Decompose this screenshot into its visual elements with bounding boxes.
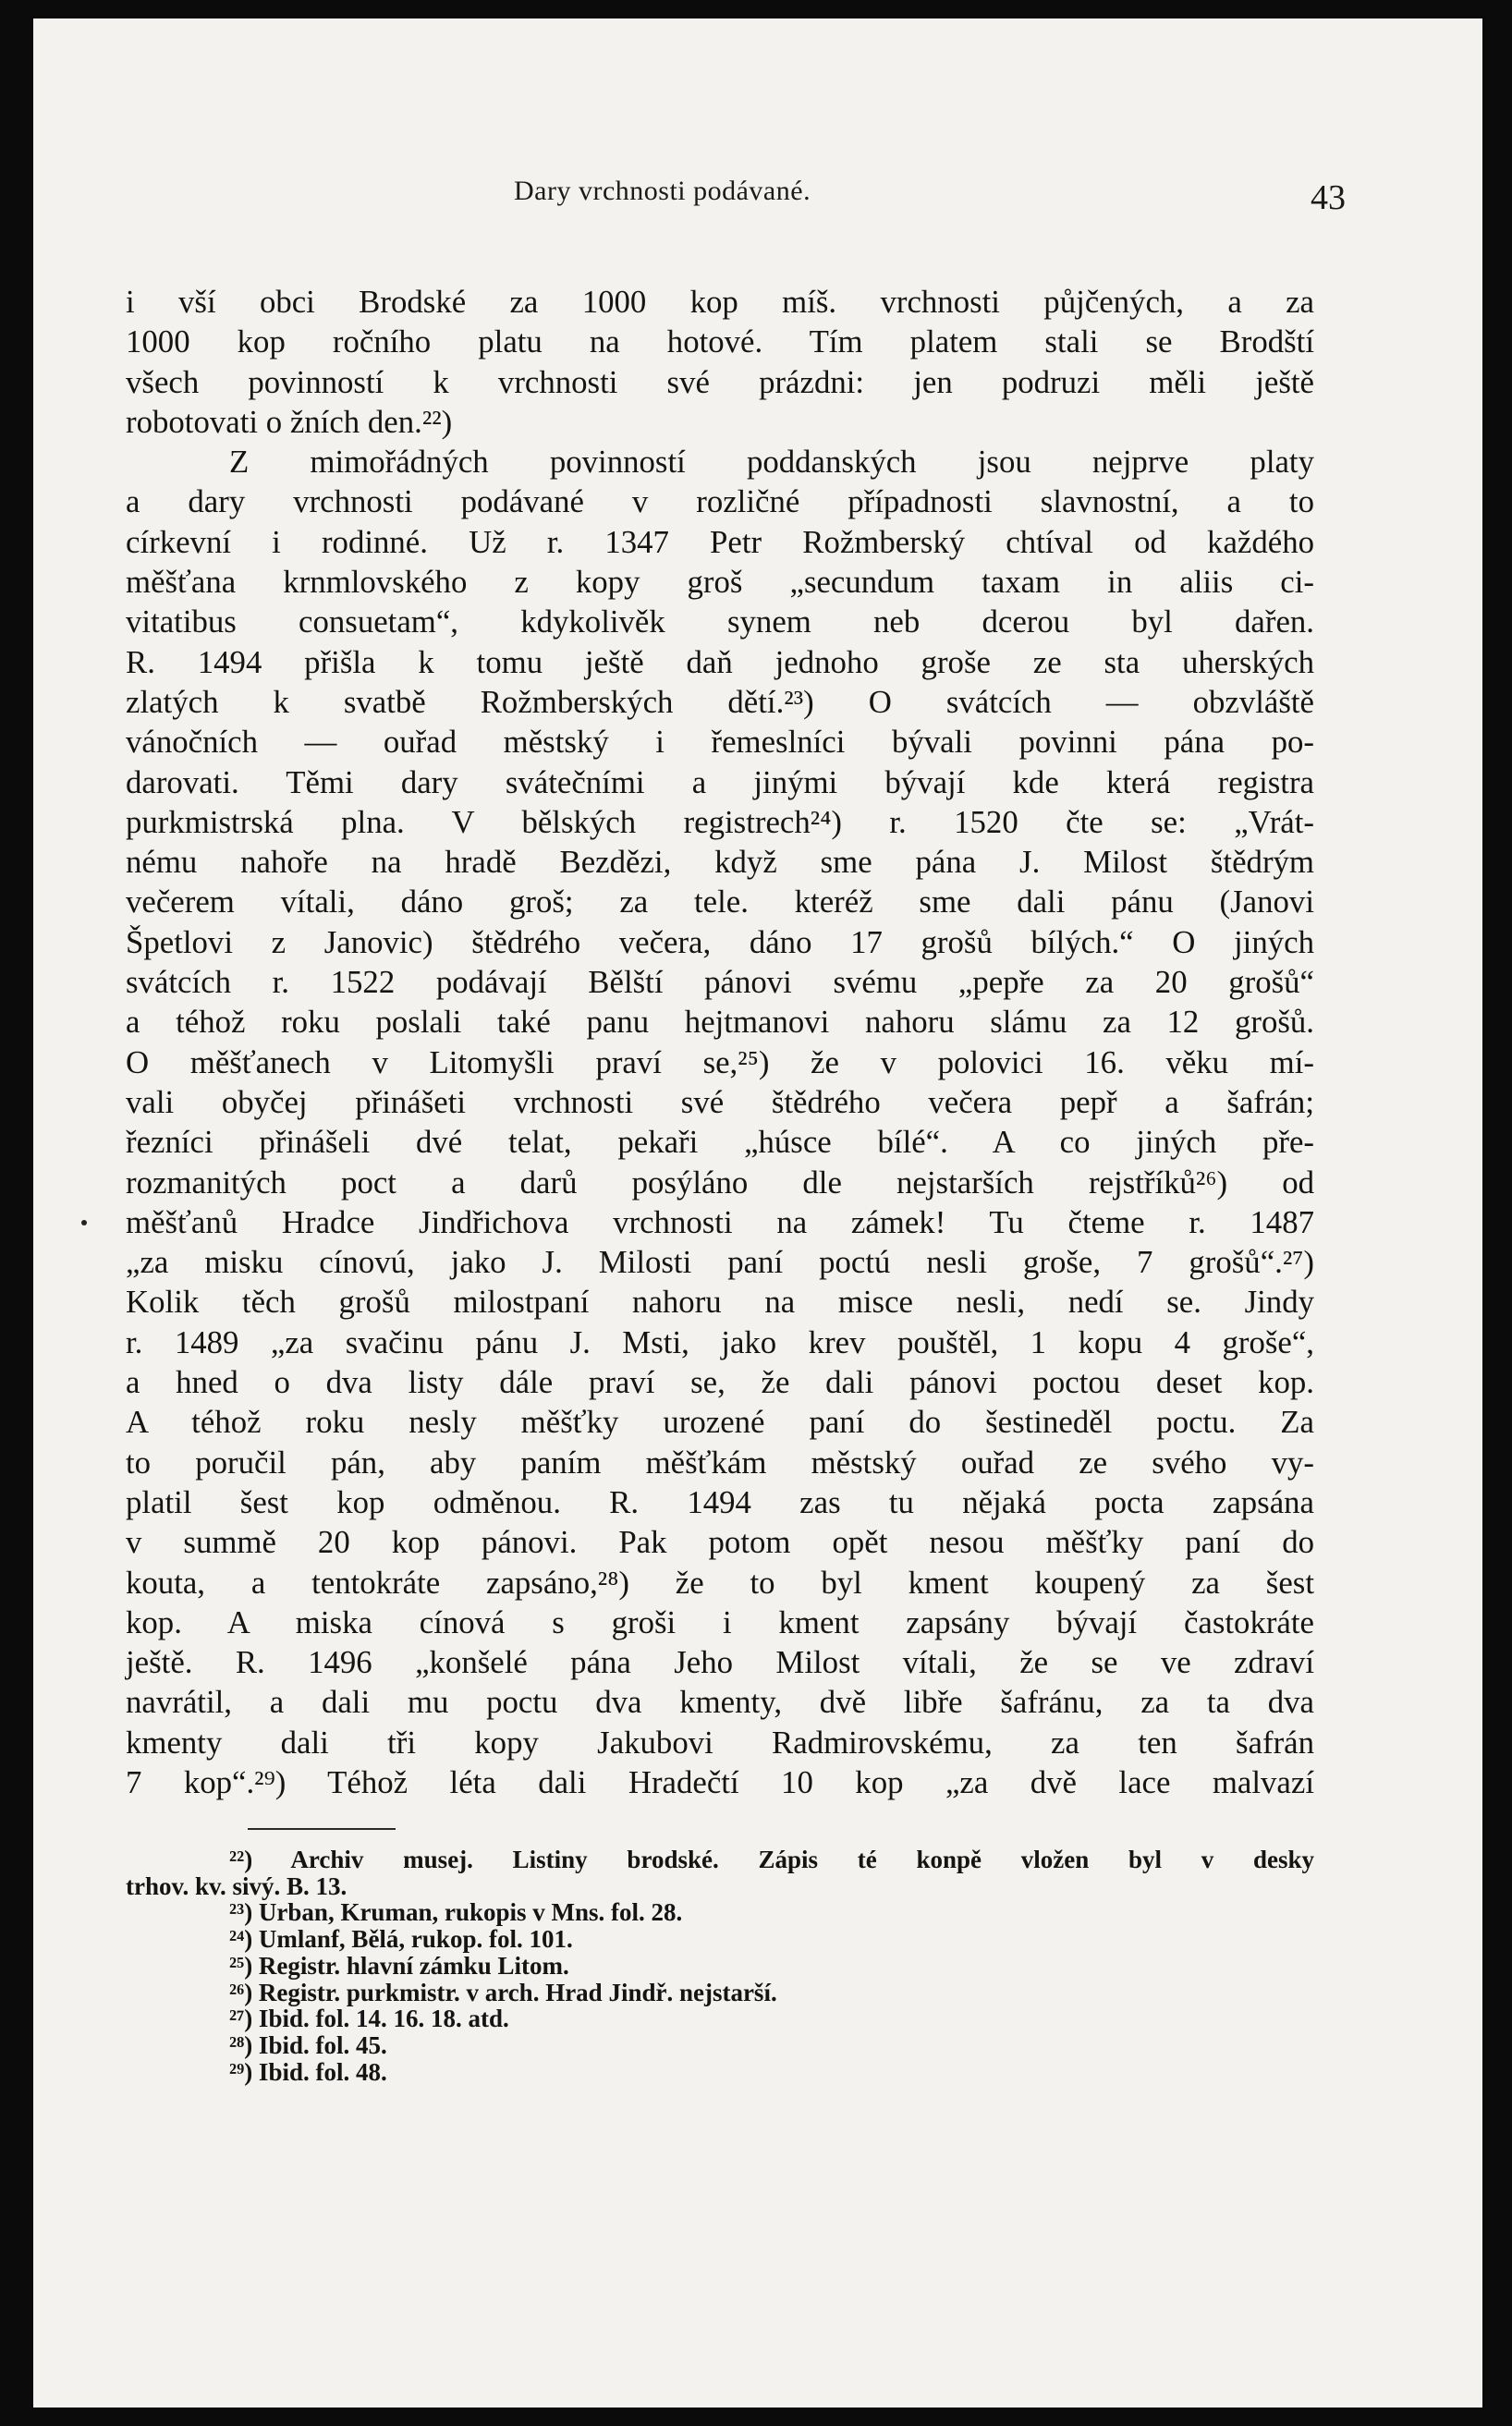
text-line: ještě. R. 1496 „konšelé pána Jeho Milost vítali, že se ve zdraví [126, 1644, 1314, 1681]
body-text [126, 282, 1314, 1802]
text-line: v summě 20 kop pánovi. Pak potom opět nesou měšťky paní do [126, 1524, 1314, 1561]
text-line: O měšťanech v Litomyšli praví se,²⁵) že v polovici 16. věku mí- [126, 1043, 1314, 1080]
text-line: robotovati o žních den.²²) [126, 403, 453, 440]
book-page [33, 18, 1482, 2408]
text-line: měšťana krnmlovského z kopy groš „secundum taxam in aliis ci- [126, 564, 1314, 601]
text-line: řezníci přinášeli dvé telat, pekaři „húsce bílé“. A co jiných pře- [126, 1124, 1314, 1161]
text-line: Špetlovi z Janovic) štědrého večera, dáno 17 grošů bílých.“ O jiných [126, 923, 1314, 960]
text-line: vitatibus consuetam“, kdykolivěk synem neb dcerou byl dařen. [126, 603, 1314, 640]
text-line: měšťanů Hradce Jindřichova vrchnosti na zámek! Tu čteme r. 1487 [126, 1203, 1314, 1240]
text-line: a dary vrchnosti podávané v rozličné případnosti slavnostní, a to [126, 483, 1314, 520]
text-line: kouta, a tentokráte zapsáno,²⁸) že to byl kment koupený za šest [126, 1564, 1314, 1601]
text-line: darovati. Těmi dary svátečními a jinými bývají kde která registra [126, 763, 1314, 800]
page-header [163, 157, 1346, 217]
text-line: a hned o dva listy dále praví se, že dali pánovi poctou deset kop. [126, 1364, 1314, 1401]
footnote-divider [248, 1828, 396, 1830]
footnote: ²⁸) Ibid. fol. 45. [229, 2030, 387, 2059]
text-line: purkmistrská plna. V bělských registrech²⁴) r. 1520 čte se: „Vrát- [126, 803, 1314, 840]
text-line: nému nahoře na hradě Bezdězi, když sme pána J. Milost štědrým [126, 844, 1314, 881]
text-line: i vší obci Brodské za 1000 kop míš. vrchnosti půjčených, a za [126, 284, 1314, 320]
footnote: ²⁶) Registr. purkmistr. v arch. Hrad Jindř. nejstarší. [229, 1978, 777, 2006]
footnote: ²⁴) Umlanf, Bělá, rukop. fol. 101. [229, 1925, 573, 1954]
footnotes [126, 1847, 1314, 2085]
text-line: a téhož roku poslali také panu hejtmanovi nahoru slámu za 12 grošů. [126, 1004, 1314, 1041]
footnote: trhov. kv. sivý. B. 13. [126, 1871, 348, 1900]
text-line: R. 1494 přišla k tomu ještě daň jednoho groše ze sta uherských [126, 643, 1314, 680]
margin-mark [81, 1220, 87, 1225]
text-line: navrátil, a dali mu poctu dva kmenty, dvě libře šafránu, za ta dva [126, 1684, 1314, 1721]
text-line: zlatých k svatbě Rožmberských dětí.²³) O svátcích — obzvláště [126, 683, 1314, 720]
footnote: ²⁵) Registr. hlavní zámku Litom. [229, 1951, 569, 1980]
text-line: „za misku cínovú, jako J. Milosti paní poctú nesli groše, 7 grošů“.²⁷) [126, 1244, 1314, 1281]
text-line: rozmanitých poct a darů posýláno dle nejstarších rejstříků²⁶) od [126, 1164, 1314, 1201]
text-line: vali obyčej přinášeti vrchnosti své štědrého večera pepř a šafrán; [126, 1083, 1314, 1120]
text-line: A téhož roku nesly měšťky urozené paní do šestineděl poctu. Za [126, 1404, 1314, 1441]
footnote: ²⁷) Ibid. fol. 14. 16. 18. atd. [229, 2005, 509, 2033]
text-line: platil šest kop odměnou. R. 1494 zas tu nějaká pocta zapsána [126, 1483, 1314, 1520]
text-line: Z mimořádných povinností poddanských jsou nejprve platy [229, 444, 1314, 481]
text-line: r. 1489 „za svačinu pánu J. Msti, jako krev pouštěl, 1 kopu 4 groše“, [126, 1323, 1314, 1360]
text-line: kop. A miska cínová s groši i kment zapsány bývají častokráte [126, 1603, 1314, 1640]
text-line: všech povinností k vrchnosti své prázdni: jen podruzi měli ještě [126, 363, 1314, 400]
text-line: večerem vítali, dáno groš; za tele. kteréž sme dali pánu (Janovi [126, 884, 1314, 920]
text-line: Kolik těch grošů milostpaní nahoru na misce nesli, nedí se. Jindy [126, 1284, 1314, 1321]
footnote: ²³) Urban, Kruman, rukopis v Mns. fol. 28. [229, 1898, 683, 1927]
footnote: ²²) Archiv musej. Listiny brodské. Zápis té konpě vložen byl v desky [229, 1846, 1314, 1873]
text-line: kmenty dali tři kopy Jakubovi Radmirovskému, za ten šafrán [126, 1724, 1314, 1761]
running-head: Dary vrchnosti podávané. [514, 176, 811, 206]
text-line: církevní i rodinné. Už r. 1347 Petr Rožmberský chtíval od každého [126, 523, 1314, 560]
page-number: 43 [1311, 178, 1346, 217]
text-line: 1000 kop ročního platu na hotové. Tím platem stali se Brodští [126, 323, 1314, 360]
text-line: to poručil pán, aby paním měšťkám městský ouřad ze svého vy- [126, 1444, 1314, 1481]
text-line: vánočních — ouřad městský i řemeslníci bývali povinni pána po- [126, 724, 1314, 761]
text-line: svátcích r. 1522 podávají Bělští pánovi svému „pepře za 20 grošů“ [126, 964, 1314, 1001]
text-line: 7 kop“.²⁹) Téhož léta dali Hradečtí 10 kop „za dvě lace malvazí [126, 1763, 1314, 1800]
footnote: ²⁹) Ibid. fol. 48. [229, 2057, 387, 2086]
